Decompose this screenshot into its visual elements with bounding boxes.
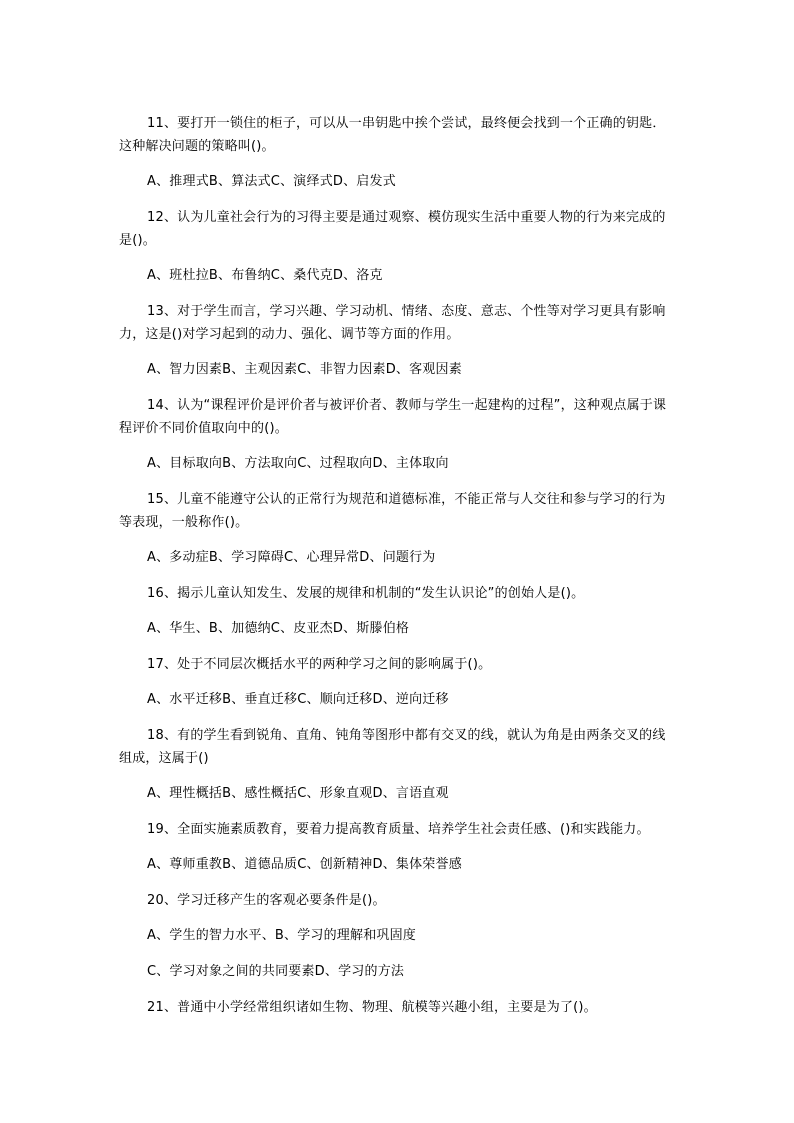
question-12: 12、认为儿童社会行为的习得主要是通过观察、模仿现实生活中重要人物的行为来完成的是()。 (119, 210, 666, 248)
question-15: 15、儿童不能遵守公认的正常行为规范和道德标准，不能正常与人交往和参与学习的行为等表现，一般称作()。 (119, 492, 666, 530)
question-17: 17、处于不同层次概括水平的两种学习之间的影响属于()。 (147, 657, 492, 672)
question-16: 16、揭示儿童认知发生、发展的规律和机制的“发生认识论”的创始人是()。 (147, 586, 585, 601)
options-18: A、理性概括B、感性概括C、形象直观D、言语直观 (147, 786, 449, 801)
question-19: 19、全面实施素质教育，要着力提高教育质量、培养学生社会责任感、()和实践能力。 (147, 822, 650, 837)
options-20-line-1: A、学生的智力水平、B、学习的理解和巩固度 (147, 928, 417, 943)
options-14: A、目标取向B、方法取向C、过程取向D、主体取向 (147, 456, 449, 471)
options-20-line-2: C、学习对象之间的共同要素D、学习的方法 (147, 964, 405, 979)
options-15: A、多动症B、学习障碍C、心理异常D、问题行为 (147, 550, 436, 565)
question-14: 14、认为“课程评价是评价者与被评价者、教师与学生一起建构的过程”，这种观点属于课程评价不同价值取向中的()。 (119, 398, 667, 436)
options-12: A、班杜拉B、布鲁纳C、桑代克D、洛克 (147, 268, 383, 283)
question-13: 13、对于学生而言，学习兴趣、学习动机、情绪、态度、意志、个性等对学习更具有影响力，这是()对学习起到的动力、强化、调节等方面的作用。 (119, 304, 666, 342)
options-17: A、水平迁移B、垂直迁移C、顺向迁移D、逆向迁移 (147, 692, 449, 707)
question-20: 20、学习迁移产生的客观必要条件是()。 (147, 893, 386, 908)
options-13: A、智力因素B、主观因素C、非智力因素D、客观因素 (147, 362, 462, 377)
options-16: A、华生、B、加德纳C、皮亚杰D、斯滕伯格 (147, 621, 410, 636)
document-page (119, 112, 669, 1019)
question-11: 11、要打开一锁住的柜子，可以从一串钥匙中挨个尝试，最终便会找到一个正确的钥匙．这种解决问题的策略叫()。 (119, 116, 666, 154)
options-19: A、尊师重教B、道德品质C、创新精神D、集体荣誉感 (147, 857, 462, 872)
question-21: 21、普通中小学经常组织诸如生物、物理、航模等兴趣小组，主要是为了()。 (147, 1000, 597, 1015)
options-11: A、推理式B、算法式C、演绎式D、启发式 (147, 174, 396, 189)
question-18: 18、有的学生看到锐角、直角、钝角等图形中都有交叉的线，就认为角是由两条交叉的线组成，这属于() (119, 728, 666, 766)
